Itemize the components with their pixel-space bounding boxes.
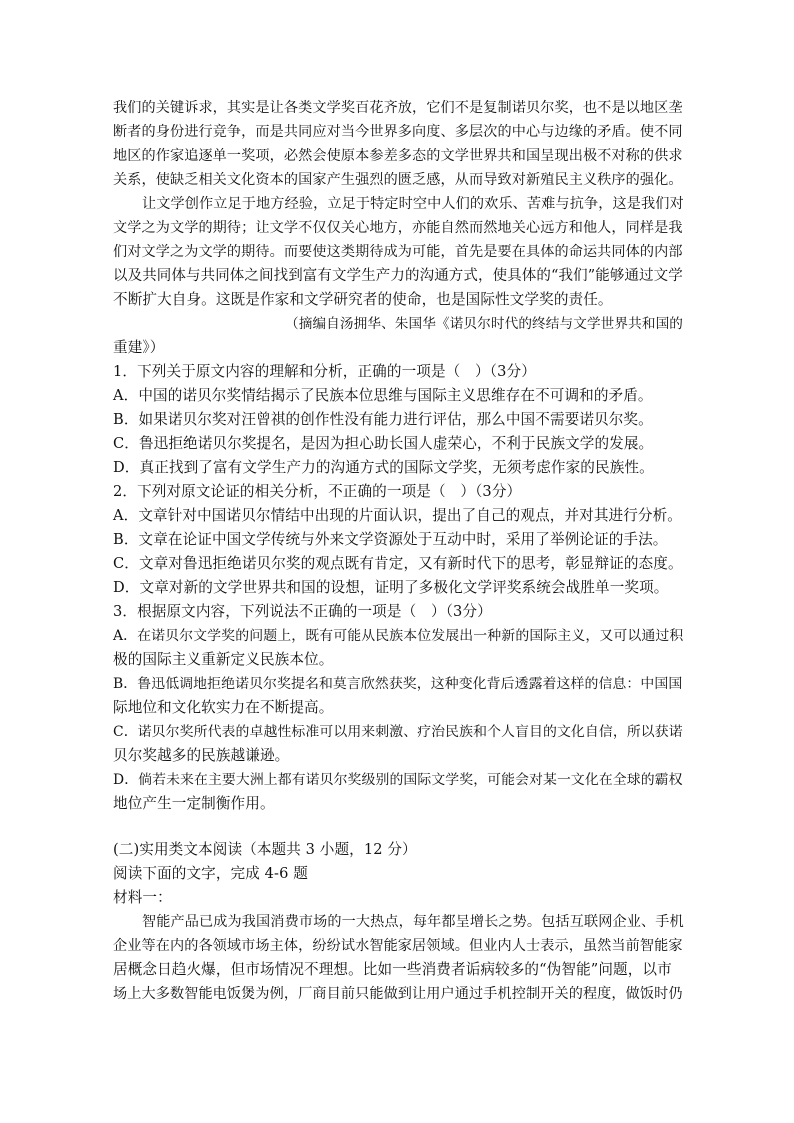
text-line: 企业等在内的各领域市场主体，纷纷试水智能家居领域。但业内人士表示，虽然当前智能家: [113, 938, 683, 954]
material-label: 材料一：: [113, 889, 172, 906]
option-c-cont: 贝尔奖越多的民族越谦逊。: [113, 747, 290, 764]
option-b: B．如果诺贝尔奖对汪曾祺的创作性没有能力进行评估，那么中国不需要诺贝尔奖。: [113, 411, 653, 428]
option-c: C．鲁迅拒绝诺贝尔奖提名，是因为担心助长国人虚荣心，不利于民族文学的发展。: [113, 435, 654, 452]
option-b-cont: 际地位和文化软实力在不断提高。: [113, 699, 334, 716]
option-a: A．文章针对中国诺贝尔情结中出现的片面认识，提出了自己的观点，并对其进行分析。: [113, 507, 683, 524]
paragraph-2: [113, 192, 683, 312]
text-line: 居概念日趋火爆，但市场情况不理想。比如一些消费者诟病较多的“伪智能”问题，以市: [113, 961, 672, 978]
option-d: D．文章对新的文学世界共和国的设想，证明了多极化文学评奖系统会战胜单一奖项。: [113, 579, 669, 596]
passage-end: [113, 96, 683, 192]
section-instruction: 阅读下面的文字，完成 4-6 题: [113, 865, 308, 882]
option-d-cont: 地位产生一定制衡作用。: [113, 795, 275, 812]
question-stem: 3．根据原文内容，下列说法不正确的一项是（ ）（3分）: [113, 603, 492, 620]
option-d: D．倘若未来在主要大洲上都有诺贝尔奖级别的国际文学奖，可能会对某一文化在全球的霸权: [113, 772, 683, 788]
question-3: [113, 600, 683, 816]
option-d: D．真正找到了富有文学生产力的沟通方式的国际文学奖，无须考虑作家的民族性。: [113, 459, 654, 476]
text-line: 断者的身份进行竞争，而是共同应对当今世界多向度、多层次的中心与边缘的矛盾。使不同: [113, 124, 683, 140]
option-c: C．诺贝尔奖所代表的卓越性标准可以用来刺激、疗治民族和个人盲目的文化自信，所以获诺: [113, 724, 683, 740]
text-line: 让文学创作立足于地方经验，立足于特定时空中人们的欢乐、苦难与抗争，这是我们对: [142, 196, 684, 212]
option-a: A．在诺贝尔文学奖的问题上，既有可能从民族本位发展出一种新的国际主义，又可以通过积: [113, 628, 684, 644]
option-b: B．鲁迅低调地拒绝诺贝尔奖提名和莫言欣然获奖，这种变化背后透露着这样的信息：中国国: [113, 676, 683, 692]
option-c: C．文章对鲁迅拒绝诺贝尔奖的观点既有肯定，又有新时代下的思考，彰显辩证的态度。: [113, 555, 683, 572]
text-line: 我们的关键诉求，其实是让各类文学奖百花齐放，它们不是复制诺贝尔奖，也不是以地区垄: [113, 100, 683, 116]
text-line: 们对文学之为文学的期待。而要使这类期待成为可能，首先是要在具体的命运共同体的内部: [113, 244, 683, 260]
section-2: [113, 838, 683, 1006]
question-stem: 1．下列关于原文内容的理解和分析，正确的一项是（ ）（3分）: [113, 363, 536, 380]
section-spacer: [113, 816, 683, 838]
question-stem: 2．下列对原文论证的相关分析，不正确的一项是（ ）（3分）: [113, 483, 522, 500]
text-line: 文学之为文学的期待；让文学不仅仅关心地方，亦能自然而然地关心远方和他人，同样是我: [113, 220, 683, 236]
text-line: 地区的作家追逐单一奖项，必然会使原本参差多态的文学世界共和国呈现出极不对称的供求: [113, 148, 683, 164]
text-line: 以及共同体与共同体之间找到富有文学生产力的沟通方式，使具体的“我们”能够通过文学: [113, 268, 683, 284]
section-title: (二)实用类文本阅读（本题共 3 小题，12 分）: [113, 841, 417, 858]
text-line: 关系，使缺乏相关文化资本的国家产生强烈的匮乏感，从而导致对新殖民主义秩序的强化。: [113, 172, 683, 188]
source-line: 重建》）: [113, 339, 165, 356]
option-a: A．中国的诺贝尔奖情结揭示了民族本位思维与国际主义思维存在不可调和的矛盾。: [113, 387, 653, 404]
text-line: 不断扩大自身。这既是作家和文学研究者的使命，也是国际性文学奖的责任。: [113, 291, 613, 308]
option-a-cont: 极的国际主义重新定义民族本位。: [113, 651, 334, 668]
question-1: [113, 360, 683, 480]
document-body: [113, 96, 683, 1006]
option-b: B．文章在论证中国文学传统与外来文学资源处于互动中时，采用了举例论证的手法。: [113, 531, 668, 548]
text-line: 场上大多数智能电饭煲为例，厂商目前只能做到让用户通过手机控制开关的程度，做饭时仍: [113, 986, 683, 1002]
text-line: 智能产品已成为我国消费市场的一大热点，每年都呈增长之势。包括互联网企业、手机: [142, 914, 684, 930]
question-2: [113, 480, 683, 600]
source-line: （摘编自汤拥华、朱国华《诺贝尔时代的终结与文学世界共和国的: [285, 316, 684, 332]
source-citation: [113, 312, 683, 360]
